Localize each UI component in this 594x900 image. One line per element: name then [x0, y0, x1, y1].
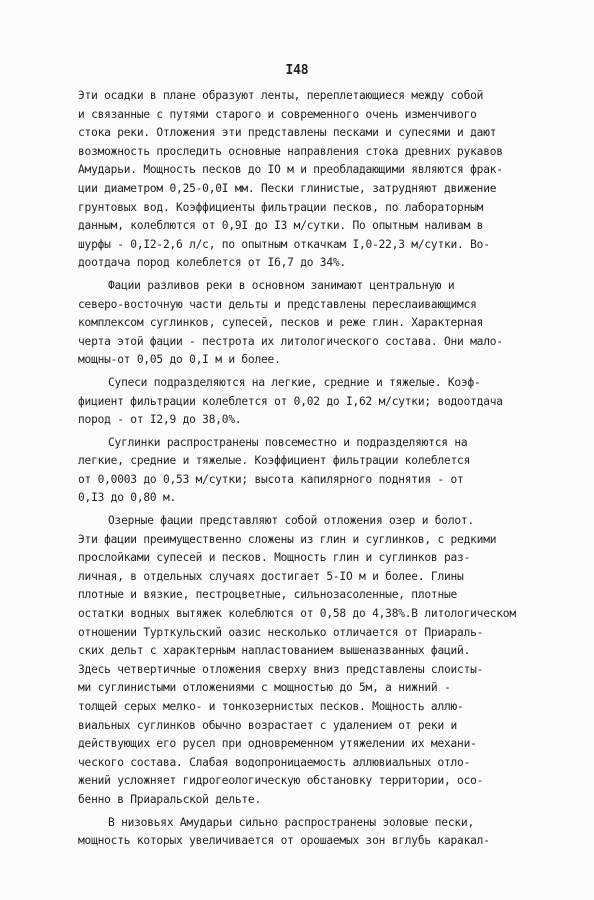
- text-line: жений усложняет гидрогеологическую обстановку территории, осо-: [78, 774, 484, 788]
- text-line: В низовьях Амударьи сильно распространены эоловые пески,: [108, 815, 474, 829]
- body-text: [78, 87, 548, 851]
- text-line: комплексом суглинков, супесей, песков и реже глин. Характерная: [78, 316, 484, 330]
- text-line: Супеси подразделяются на легкие, средние и тяжелые. Коэф-: [108, 375, 481, 389]
- paragraph: [78, 434, 548, 508]
- text-line: бенно в Приаральской дельте.: [78, 792, 261, 806]
- text-line: фициент фильтрации колеблется от 0,02 до I,62 м/сутки; водоотдача: [78, 394, 503, 408]
- text-line: легкие, средние и тяжелые. Коэффициент фильтрации колеблется: [78, 454, 471, 468]
- text-line: Амударьи. Мощность песков до IO м и преобладающими являются фрак-: [78, 163, 503, 177]
- text-line: прослойками супесей и песков. Мощность глин и суглинков раз-: [78, 551, 471, 565]
- text-line: шурфы - 0,I2-2,6 л/с, по опытным откачкам I,0-22,3 м/сутки. Во-: [78, 237, 490, 251]
- text-line: грунтовых вод. Коэффициенты фильтрации песков, по лабораторным: [78, 200, 484, 214]
- text-line: мощность которых увеличивается от орошаемых зон вглубь каракал-: [78, 834, 490, 848]
- text-line: толщей серых мелко- и тонкозернистых песков. Мощность аллю-: [78, 700, 464, 713]
- text-line: стока реки. Отложения эти представлены песками и супесями и дают: [78, 126, 497, 140]
- paragraph: [78, 87, 548, 273]
- text-line: Эти фации преимущественно сложены из глин и суглинков, с редкими: [78, 532, 497, 546]
- text-line: остатки водных вытяжек колеблются от 0,58 до 4,38%.В литологическом: [78, 607, 516, 621]
- text-line: виальных суглинков обычно возрастает с удалением от реки и: [78, 718, 458, 732]
- text-line: действующих его русел при одновременном утяжелении их механи-: [78, 737, 477, 751]
- text-line: северо-восточную части дельты и представлены переслаивающимся: [78, 297, 477, 311]
- paragraph: [78, 277, 548, 370]
- text-line: ми суглинистыми отложениями с мощностью до 5м, а нижний -: [78, 681, 451, 695]
- text-line: плотные и вязкие, пестроцветные, сильнозасоленные, плотные: [78, 588, 458, 602]
- text-line: Фации разливов реки в основном занимают центральную и: [108, 278, 455, 292]
- text-line: Здесь четвертичные отложения сверху вниз представлены слоисты-: [78, 662, 484, 676]
- text-line: мощны-от 0,05 до 0,I м и более.: [78, 353, 281, 367]
- page-number: I48: [285, 63, 309, 78]
- paragraph: [78, 814, 548, 851]
- paragraph: [78, 512, 548, 810]
- text-line: Эти осадки в плане образуют ленты, переплетающиеся между собой: [78, 89, 484, 102]
- text-line: Суглинки распространены повсеместно и подразделяются на: [108, 435, 468, 449]
- text-line: данным, колеблются от 0,9I до I3 м/сутки. По опытным наливам в: [78, 219, 484, 233]
- text-line: доотдача пород колеблется от I6,7 до 34%.: [78, 256, 346, 270]
- text-line: от 0,0003 до 0,53 м/сутки; высота капилярного поднятия - от: [78, 472, 464, 486]
- text-line: личная, в отдельных случаях достигает 5-IO м и более. Глины: [78, 569, 464, 583]
- text-line: Озерные фации представляют собой отложения озер и болот.: [108, 514, 474, 528]
- text-line: и связанные с путями старого и современного очень изменчивого: [78, 107, 477, 121]
- text-line: отношении Турткульский оазис несколько отличается от Приараль-: [78, 625, 484, 639]
- text-line: черта этой фации - пестрота их литологического состава. Они мало-: [78, 334, 503, 348]
- text-line: ции диаметром 0,25-0,0I мм. Пески глинистые, затрудняют движение: [78, 181, 497, 195]
- text-line: ских дельт с характерным напластованием вышеназванных фаций.: [78, 644, 471, 658]
- text-line: возможность проследить основные направления стока древних рукавов: [78, 144, 503, 158]
- paragraph: [78, 374, 548, 430]
- text-line: ческого состава. Слабая водопроницаемость аллювиальных отло-: [78, 755, 471, 769]
- text-line: 0,I3 до 0,80 м.: [78, 491, 177, 505]
- text-line: пород - от I2,9 до 38,0%.: [78, 413, 242, 427]
